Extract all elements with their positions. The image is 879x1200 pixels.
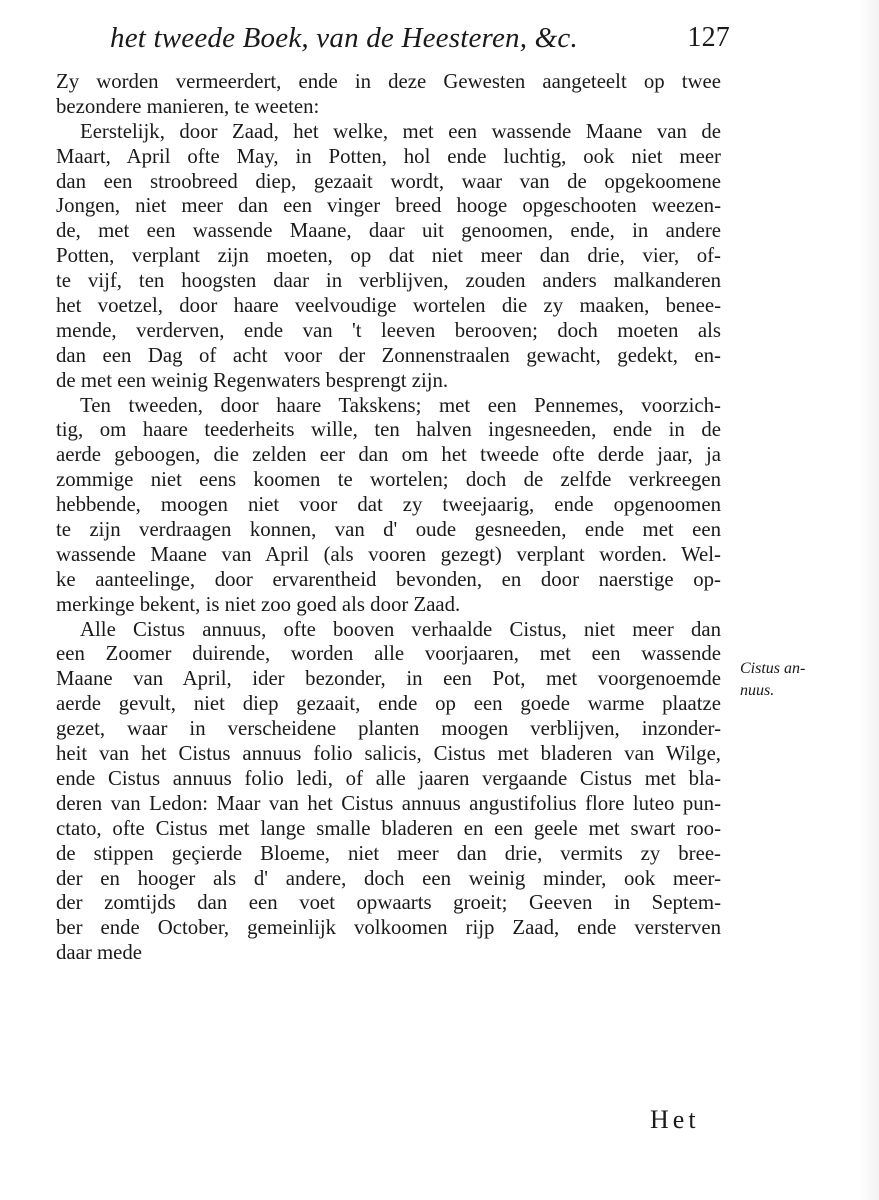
text-line: dan een stroobreed diep, gezaait wordt, waar van de opgekoomene [56,169,721,193]
text-line: Jongen, niet meer dan een vinger breed hooge opgeschooten weezen- [56,194,721,218]
text-line: deren van Ledon: Maar van het Cistus annuus angustifolius flore luteo pun- [56,791,721,815]
text-line: een Zoomer duirende, worden alle voorjaaren, met een wassende [56,642,721,666]
text-line: aerde geboogen, die zelden eer dan om het tweede ofte derde jaar, ja [56,443,721,467]
page-edge-shadow [859,0,879,1200]
text-line: der en hooger als d' andere, doch een weinig minder, ook meer- [56,866,721,890]
text-line: de, met een wassende Maane, daar uit genoomen, ende, in andere [56,219,721,243]
text-line: wassende Maane van April (als vooren gezegt) verplant worden. Wel- [56,542,721,566]
text-line: hebbende, moogen niet voor dat zy tweejaarig, ende opgenoomen [56,493,721,517]
text-line: Maart, April ofte May, in Potten, hol ende luchtig, ook niet meer [56,144,721,168]
text-line: Potten, verplant zijn moeten, op dat niet meer dan drie, vier, of- [56,244,721,268]
running-header [110,22,730,55]
text-line: ctato, ofte Cistus met lange smalle bladeren en een geele met swart roo- [56,816,721,840]
margin-note-line: Cistus an- [740,660,806,677]
page-number: 127 [687,22,730,53]
text-line: merkinge bekent, is niet zoo goed als door Zaad. [56,592,461,616]
margin-note-line: nuus. [740,682,775,699]
text-line: Ten tweeden, door haare Takskens; met een Pennemes, voorzich- [80,393,721,417]
text-line: ber ende October, gemeinlijk volkoomen rijp Zaad, ende versterven [56,916,721,940]
text-line: zommige niet eens koomen te wortelen; doch de zelfde verkreegen [56,468,721,492]
text-line: de stippen geçierde Bloeme, niet meer dan drie, vermits zy bree- [56,841,721,865]
text-line: dan een Dag of acht voor der Zonnenstraalen gewacht, gedekt, en- [56,343,721,367]
text-line: tig, om haare teederheits wille, ten halven ingesneeden, ende in de [56,418,721,442]
text-line: Alle Cistus annuus, ofte booven verhaalde Cistus, niet meer dan [80,617,721,641]
text-line: daar mede [56,941,143,965]
text-line: de met een weinig Regenwaters besprengt zijn. [56,368,449,392]
text-line: Maane van April, ider bezonder, in een Pot, met voorgenoemde [56,667,721,691]
text-line: mende, verderven, ende van 't leeven berooven; doch moeten als [56,318,721,342]
text-line: heit van het Cistus annuus folio salicis, Cistus met bladeren van Wilge, [56,742,721,766]
text-line: gezet, waar in verscheidene planten moogen verblijven, inzonder- [56,717,721,741]
text-line: Zy worden vermeerdert, ende in deze Gewesten aangeteelt op twee [56,70,721,93]
running-title: het tweede Boek, van de Heesteren, &c. [110,22,578,54]
text-line: aerde gevult, niet diep gezaait, ende op een goede warme plaatze [56,692,721,716]
text-line: ende Cistus annuus folio ledi, of alle jaaren vergaande Cistus met bla- [56,766,721,790]
catchword: Het [650,1105,700,1134]
margin-note [740,658,850,702]
text-line: der zomtijds dan een voet opwaarts groeit; Geeven in Septem- [56,891,721,915]
text-line: te zijn verdraagen konnen, van d' oude gesneeden, ende met een [56,518,721,542]
text-line: ke aanteelinge, door ervarentheid bevonden, en door naerstige op- [56,567,721,591]
text-line: te vijf, ten hoogsten daar in verblijven, zouden anders malkanderen [56,269,721,293]
body-text [56,70,721,966]
text-line: bezondere manieren, te weeten: [56,94,320,118]
text-line: Eerstelijk, door Zaad, het welke, met een wassende Maane van de [80,119,721,143]
text-line: het voetzel, door haare veelvoudige wortelen die zy maaken, benee- [56,294,721,318]
